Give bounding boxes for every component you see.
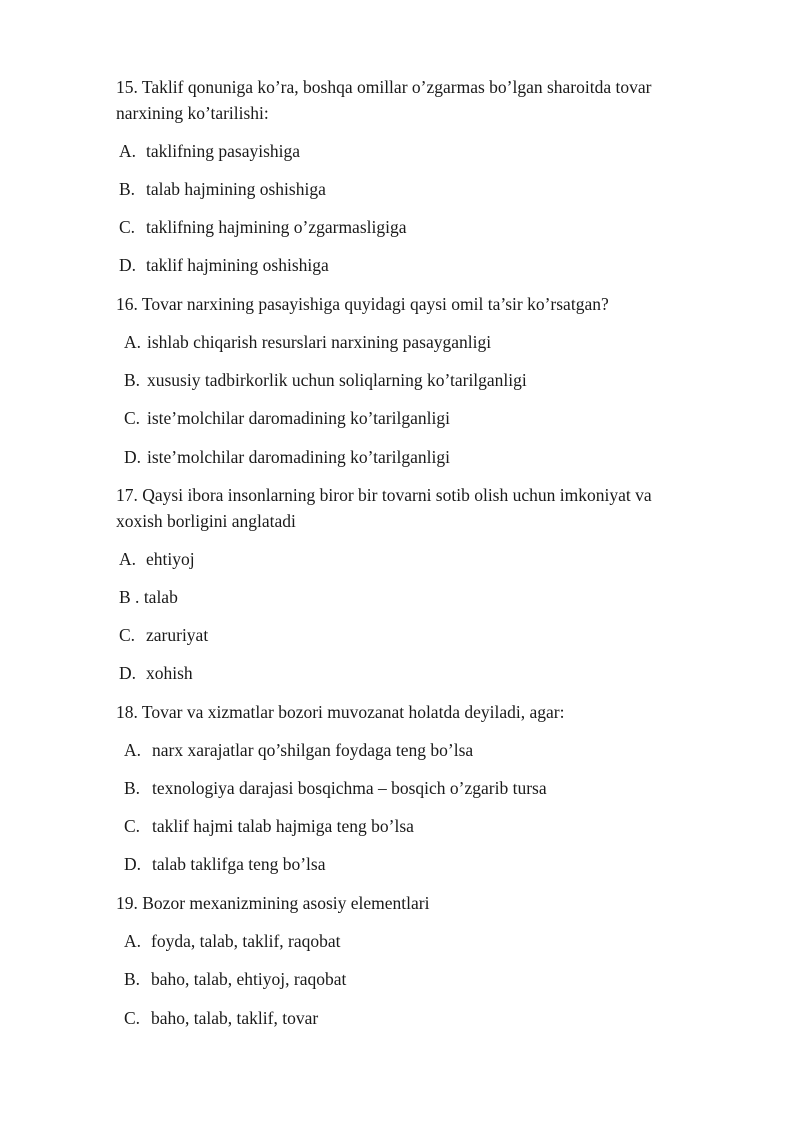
option-c: [124, 813, 414, 839]
option-text: xohish: [146, 663, 193, 683]
option-text: baho, talab, taklif, tovar: [151, 1008, 319, 1028]
option-letter: A.: [119, 549, 137, 569]
option-a: [124, 329, 491, 355]
option-text: taklifning pasayishiga: [146, 141, 301, 161]
option-b: [124, 966, 346, 992]
option-text: taklif hajmi talab hajmiga teng bo’lsa: [152, 816, 414, 836]
option-c: [124, 405, 450, 431]
option-letter: C.: [124, 1008, 141, 1028]
option-text: talab: [143, 587, 178, 607]
option-b: [124, 367, 527, 393]
option-text: iste’molchilar daromadining ko’tarilganligi: [147, 447, 450, 467]
option-letter: A.: [124, 740, 142, 760]
option-a: [124, 737, 473, 763]
question-stem: 18. Tovar va xizmatlar bozori muvozanat holatda deyiladi, agar:: [116, 702, 565, 722]
option-letter: B.: [124, 969, 141, 989]
question-stem: 17. Qaysi ibora insonlarning biror bir tovarni sotib olish uchun imkoniyat va xoxish borligini anglatadi: [116, 485, 652, 531]
option-d: [124, 851, 325, 877]
option-a: [119, 138, 300, 164]
question-stem: 19. Bozor mexanizmining asosiy elementlari: [116, 893, 430, 913]
option-c: [119, 214, 407, 240]
option-letter: C.: [124, 816, 141, 836]
option-text: taklif hajmining oshishiga: [146, 255, 329, 275]
question-stem: 15. Taklif qonuniga ko’ra, boshqa omillar o’zgarmas bo’lgan sharoitda tovar narxining ko’tarilishi:: [116, 77, 652, 123]
option-letter: A.: [119, 141, 137, 161]
option-letter: D.: [124, 854, 142, 874]
option-letter: C.: [124, 408, 141, 428]
option-letter: B.: [119, 179, 136, 199]
option-letter: A.: [124, 332, 142, 352]
option-a: [119, 546, 195, 572]
option-letter: B.: [124, 370, 141, 390]
option-text: texnologiya darajasi bosqichma – bosqich o’zgarib tursa: [152, 778, 547, 798]
option-b: [119, 176, 326, 202]
option-d: [119, 660, 193, 686]
option-b: [119, 584, 178, 610]
option-letter: D.: [119, 255, 137, 275]
option-d: [119, 252, 329, 278]
option-text: foyda, talab, taklif, raqobat: [151, 931, 341, 951]
option-letter: C.: [119, 625, 136, 645]
option-letter: C.: [119, 217, 136, 237]
option-letter: D.: [119, 663, 137, 683]
option-text: ehtiyoj: [146, 549, 195, 569]
option-a: [124, 928, 341, 954]
option-b: [124, 775, 547, 801]
question-stem: 16. Tovar narxining pasayishiga quyidagi qaysi omil ta’sir ko’rsatgan?: [116, 294, 609, 314]
option-text: talab taklifga teng bo’lsa: [152, 854, 326, 874]
option-letter: B.: [124, 778, 141, 798]
option-d: [124, 444, 450, 470]
option-letter: A.: [124, 931, 142, 951]
option-letter: B .: [119, 587, 140, 607]
option-c: [119, 622, 208, 648]
option-text: taklifning hajmining o’zgarmasligiga: [146, 217, 407, 237]
option-text: talab hajmining oshishiga: [146, 179, 326, 199]
option-text: narx xarajatlar qo’shilgan foydaga teng bo’lsa: [152, 740, 474, 760]
option-text: xususiy tadbirkorlik uchun soliqlarning ko’tarilganligi: [147, 370, 527, 390]
option-letter: D.: [124, 447, 142, 467]
option-text: ishlab chiqarish resurslari narxining pasayganligi: [147, 332, 492, 352]
option-text: iste’molchilar daromadining ko’tarilganligi: [147, 408, 450, 428]
option-text: baho, talab, ehtiyoj, raqobat: [151, 969, 347, 989]
option-c: [124, 1005, 318, 1031]
option-text: zaruriyat: [146, 625, 209, 645]
